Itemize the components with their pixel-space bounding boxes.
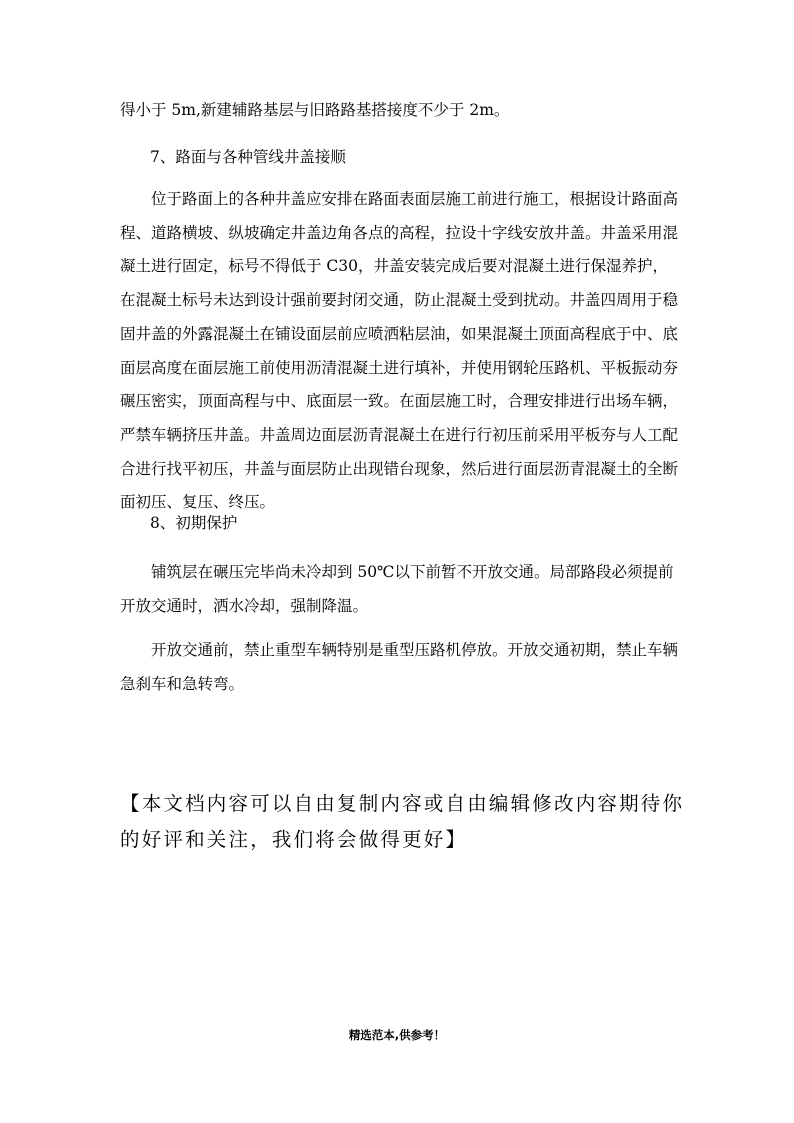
section-8-paragraph-2: 开放交通前，禁止重型车辆特别是重型压路机停放。开放交通初期，禁止车辆急刹车和急转弯。 <box>120 641 679 693</box>
editable-notice: 【本文档内容可以自由复制内容或自由编辑修改内容期待你的好评和关注，我们将会做得更好】 <box>120 792 685 851</box>
section-8-paragraph-1: 铺筑层在碾压完毕尚未冷却到 50℃以下前暂不开放交通。局部路段必须提前开放交通时，洒水冷却，强制降温。 <box>120 563 674 615</box>
section-7-paragraph: 位于路面上的各种井盖应安排在路面表面层施工前进行施工，根据设计路面高程、道路横坡、纵坡确定井盖边角各点的高程，拉设十字线安放井盖。井盖采用混凝土进行固定，标号不得低于 C30，井盖安装完成后要对混凝土进行保湿养护，在混凝土标号未达到设计强前要封闭交通，防止混凝土受到扰动。井盖四周用于稳固井盖的外露混凝土在铺设面层前应喷洒粘层油，如果混凝土顶面高程底于中、底面层高度在面层施工前使用沥清混凝土进行填补，并使用钢轮压路机、平板振动夯碾压密实，顶面高程与中、底面层一致。在面层施工时，合理安排进行出场车辆，严禁车辆挤压井盖。井盖周边面层沥青混凝土在进行行初压前采用平板夯与人工配合进行找平初压，井盖与面层防止出现错台现象，然后进行面层沥青混凝土的全断面初压、复压、终压。 <box>120 190 679 512</box>
continued-paragraph-line: 得小于 5m,新建辅路基层与旧路路基搭接度不少于 2m。 <box>120 101 510 119</box>
section-8-heading: 8、初期保护 <box>150 514 238 532</box>
page-footer: 精选范本,供参考！ <box>348 1028 446 1042</box>
section-7-heading: 7、路面与各种管线井盖接顺 <box>150 148 346 166</box>
